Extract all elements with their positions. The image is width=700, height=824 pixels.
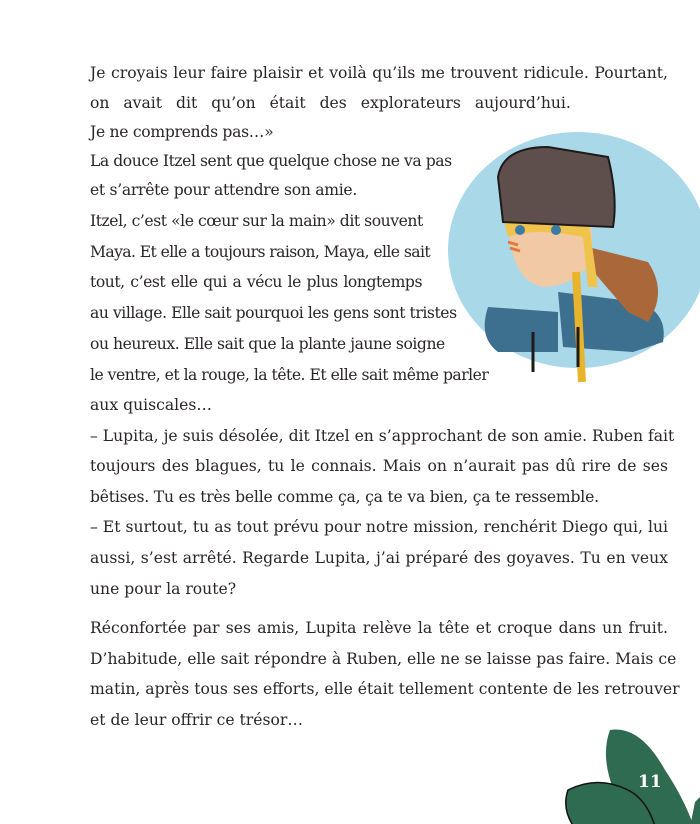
leaf-decoration xyxy=(560,722,700,824)
text-line: et s’arrête pour attendre son amie. xyxy=(90,181,357,199)
text-line: tout, c’est elle qui a vécu le plus longtemps xyxy=(90,273,422,291)
text-line: Itzel, c’est «le cœur sur la main» dit souvent xyxy=(90,212,423,230)
text-line: on avait dit qu’on était des explorateurs aujourd’hui. xyxy=(90,94,571,112)
text-line: matin, après tous ses efforts, elle était tellement contente de les retrouver xyxy=(90,680,680,698)
text-line: le ventre, et la rouge, la tête. Et elle sait même parler xyxy=(90,366,489,384)
text-line: La douce Itzel sent que quelque chose ne va pas xyxy=(90,152,452,170)
text-line: une pour la route? xyxy=(90,580,237,598)
text-line: – Et surtout, tu as tout prévu pour notre mission, renchérit Diego qui, lui xyxy=(90,518,668,536)
text-line: D’habitude, elle sait répondre à Ruben, elle ne se laisse pas faire. Mais ce xyxy=(90,650,677,668)
page-number: 11 xyxy=(638,772,662,792)
text-line: Je croyais leur faire plaisir et voilà qu’ils me trouvent ridicule. Pourtant, xyxy=(90,64,668,82)
text-line: toujours des blagues, tu le connais. Mais on n’aurait pas dû rire de ses xyxy=(90,457,668,475)
text-line: ou heureux. Elle sait que la plante jaune soigne xyxy=(90,335,445,353)
text-line: aux quiscales… xyxy=(90,396,212,414)
text-line: au village. Elle sait pourquoi les gens sont tristes xyxy=(90,304,457,322)
text-line: et de leur offrir ce trésor… xyxy=(90,711,303,729)
girl-with-hat-illustration xyxy=(438,132,700,382)
text-line: Réconfortée par ses amis, Lupita relève la tête et croque dans un fruit. xyxy=(90,619,668,637)
text-line: – Lupita, je suis désolée, dit Itzel en s’approchant de son amie. Ruben fait xyxy=(90,427,675,445)
text-line: Je ne comprends pas…» xyxy=(90,123,274,141)
text-line: Maya. Et elle a toujours raison, Maya, elle sait xyxy=(90,243,430,261)
text-line: bêtises. Tu es très belle comme ça, ça te va bien, ça te ressemble. xyxy=(90,488,599,506)
text-line: aussi, s’est arrêté. Regarde Lupita, j’ai préparé des goyaves. Tu en veux xyxy=(90,549,668,567)
